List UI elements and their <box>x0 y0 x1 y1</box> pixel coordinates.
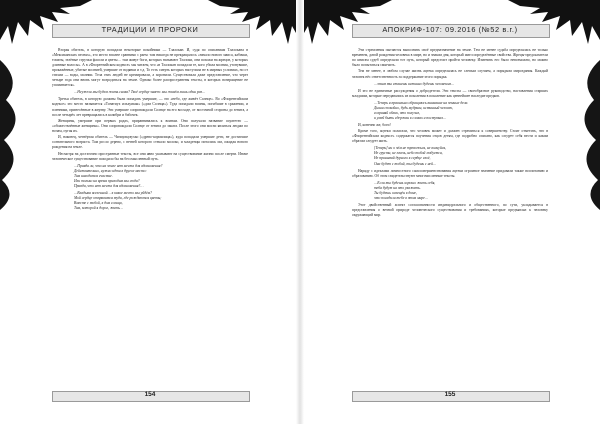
book-gutter <box>296 0 304 424</box>
verse-block <box>74 191 248 211</box>
verse-line: Не грусти, не плачь, небо тобой любуется, <box>374 151 443 156</box>
verse-line: и умей быть сдержан в словах и поступках… <box>374 115 447 120</box>
verse-line: …Теперь я правильно обращаюсь внимание на земные дела. <box>374 100 469 105</box>
verse-line: …этим ты станешь истинно будешь человеком… <box>374 81 455 86</box>
paragraph: И, конечно же, боги! <box>358 122 391 127</box>
verse-block <box>374 146 548 166</box>
verse-line: …Правда ли, что на земле нет места для вдохновения? <box>74 163 163 168</box>
verse-line: Действительно, нужно идти в другое место: <box>74 168 147 173</box>
verse-line: Ты будешь освещён в доме, <box>374 190 417 195</box>
side-tribal-ornament-icon <box>0 60 28 215</box>
page-number: 155 <box>444 391 456 398</box>
verse-line: Вместе с тобой, в дом солнца, <box>74 201 123 206</box>
running-header: ТРАДИЦИИ И ПРОРОКИ <box>101 25 199 34</box>
verse-line: Правда, что нет места для вдохновения?… <box>74 184 144 189</box>
paragraph: Тем не менее, в любом случае жизнь ацтека определялась не слепым случаем, а порядком мироздания. Каждый человек нёс ответственность за поддержание этого порядка. <box>352 69 548 79</box>
paragraph: Третья обитель, в которую должны были попадать умершие, — это «небо, где живёт Солнце». Во «Флорентийском кодексе» это место называется «Тонатиух ильхуикак» («дом Солнца»). Туда попадали воины, погибшие в сражении, и пленники, принесённые в жертву. Эти умершие сопровождали Солнце на его восходе, от восточной стороны до зенита, а после четырёх лет превращались в колибри и бабочек. <box>52 97 248 117</box>
verse-line: [Теперь] ни о чём не тревожься, не волнуйся, <box>374 146 447 151</box>
verse-line: Дыши спокойно, будь мудрым, истинный человек, <box>374 105 454 110</box>
page-number: 154 <box>144 391 156 398</box>
verse-line: Мой сердце отправится туда, где рождаются цветы; <box>74 196 162 201</box>
running-header: АПОКРИФ-107: 09.2016 (№52 в.г.) <box>382 25 518 34</box>
verse-line: …Неужели мы будем жить снова? Твоё сердце знает: мы живём лишь один раз… <box>74 90 206 95</box>
paragraph: Женщины, умершие при первых родах, приравнивались к воинам. Они получали название сиуатетео — «обожествлённые женщины». Они сопровождали Солнце от зенита до заката. После этого они могли являться людям по ночам, пугая их. <box>52 118 248 133</box>
right-page <box>300 0 600 424</box>
verse-line: что посадили тебе в этом мире… <box>374 195 429 200</box>
paragraph: Наряду с идеалами личностного самосовершенствования ацтеки огромное значение придавали также воспитанию и образованию. Об этом свидетельствуют многочисленные тексты. <box>352 168 548 178</box>
verse-line: Там, которой я дорог, жить… <box>74 206 123 211</box>
paragraph: И, наконец, четвёртая обитель — Чичиуакуаухко («древо-кормилица»), куда попадали умершие дети, не достигшие сознательного возраста. Там росло дерево, с ветвей которого стекало молоко, и младенцы питались им, ожидая нового рождения на земле. <box>52 135 248 150</box>
side-tribal-ornament-icon <box>572 60 600 215</box>
paragraph: Вторая обитель, в которую попадали некоторые покойники — Тлалокан. И, судя по описаниям Тлалокана в «Мексиканских песнях», это место вполне сравнимо с раем: там никогда не прекращалось «начало нового маиса, кабачки, томаты, зелёные стручки фасоли и цветы… там живут боги, которых называют Тлалоки, они похожи на жрецов, у которых длинные волосы». А в «Флорентийском кодексе» мы читаем, что «в Тлалокан попадали те, кого убила молния, утонувшие, прокажённые, убитые молнией, умершие от водянки и т.д. То есть смерть которых наступила не в мирных условиях, но от стихии — воды, молнии. Тела этих людей не кремировали, а хоронили. Существовала даже представление, что через четыре года они вновь могут возродиться на земле. Однако более распространены тексты, в которых возвращение не упоминается». <box>52 48 248 88</box>
verse-line: Или только на время приходим мы сюда? <box>74 179 140 184</box>
paragraph: Этот двойственный аспект согласованности индивидуального и общественного, по сути, укладывается в представления о вечной природе человеческого существования и требованиях, которые предъявлял к человеку окружающий мир. <box>352 202 548 217</box>
verse-block <box>74 164 248 189</box>
verse-block <box>374 101 548 121</box>
verse-block <box>374 181 548 201</box>
left-page-text <box>52 48 248 388</box>
verse-line: Там находится счастье. <box>74 173 113 178</box>
verse-line: Не принимай дурного в сердце своё, <box>374 156 431 161</box>
verse-line: Она будет с тобой, ты будешь с ней… <box>374 161 437 166</box>
paragraph: Кроме того, ацтеки полагали, что человек может и должен стремиться к совершенству. Стоит отметить, что в «Флорентийском кодексе» содержатся поучения отцов детям, где подробно описано, как следует себя вести и каким образом следует жить. <box>352 129 548 144</box>
verse-line: тебя будут на это уважать. <box>374 185 421 190</box>
verse-line: …Если ты будешь хорошо жить себя, <box>374 180 436 185</box>
paragraph: Эти стремления пытаются выполнить своё предназначение на земле. Тем не менее судьба определялась не только временем, датой рождения человека в мире, но и знаком дня, который имел определённые свойства. Жрецы-предсказатели по книгам судеб определяли тот путь, который предстоит пройти человеку. Изменить его было невозможно, но можно было попытаться смягчить. <box>352 48 548 68</box>
paragraph: И это не единичные рассуждения о добродетели. Эти тексты — своеобразное руководство, наставления старших младшим, которые передавались из поколения в поколение как ценнейшее наследие предков. <box>352 88 548 98</box>
verse-line: сохраняй облик, что получил, <box>374 110 421 115</box>
verse-block <box>374 82 548 87</box>
verse-block <box>74 90 248 95</box>
verse-line: …Владыка вселенной… в какое место мы уйдём? <box>74 191 152 196</box>
paragraph: Несмотря на достаточно пространные тексты, все они явно указывают на существование жизни после смерти. Иначе человеческое существование походило бы на бессмысленный путь. <box>52 151 248 161</box>
right-page-text <box>352 48 548 388</box>
